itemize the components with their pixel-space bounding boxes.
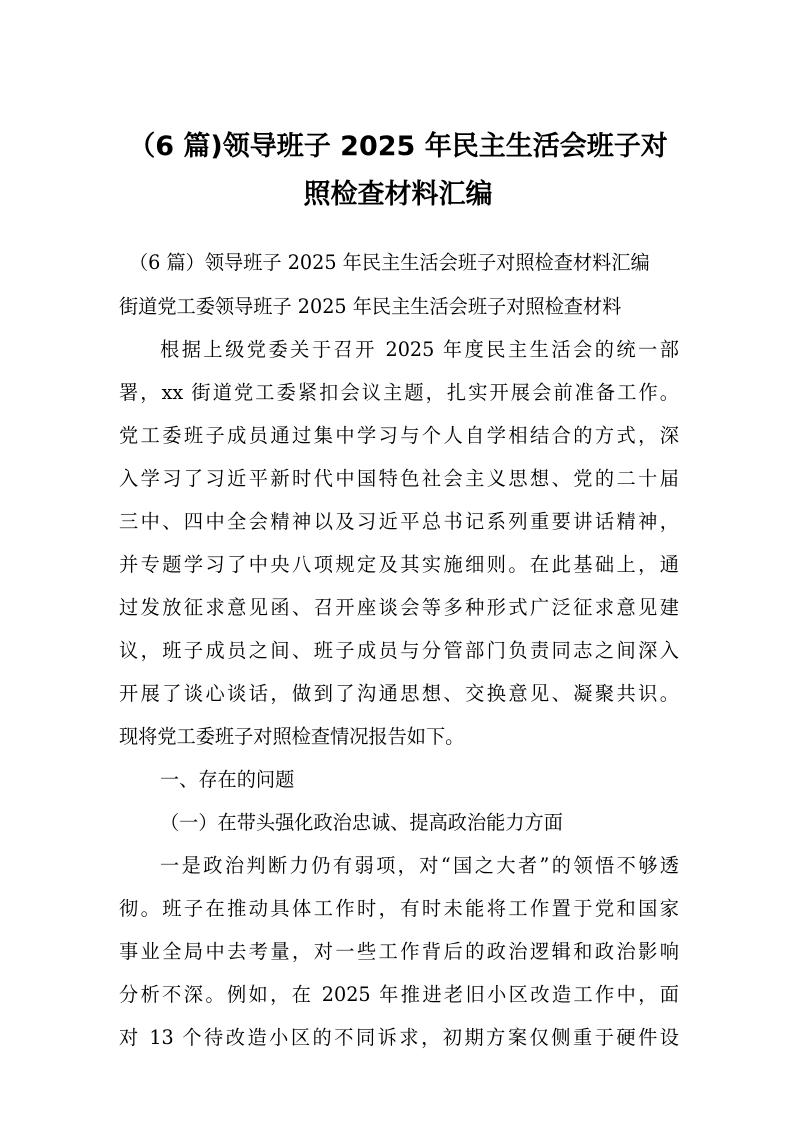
paragraph-line: 议，班子成员之间、班子成员与分管部门负责同志之间深入	[119, 639, 679, 662]
paragraph-line: 入学习了习近平新时代中国特色社会主义思想、党的二十届	[119, 467, 679, 490]
paragraph-line: 三中、四中全会精神以及习近平总书记系列重要讲话精神，	[119, 510, 679, 533]
paragraph-line: 署，xx 街道党工委紧扣会议主题，扎实开展会前准备工作。	[119, 381, 679, 404]
paragraph-line: 彻。班子在推动具体工作时，有时未能将工作置于党和国家	[119, 897, 679, 920]
paragraph-line: 分析不深。例如，在 2025 年推进老旧小区改造工作中，面	[119, 983, 679, 1006]
paragraph-line: 并专题学习了中央八项规定及其实施细则。在此基础上，通	[119, 553, 679, 576]
paragraph-line: 党工委班子成员通过集中学习与个人自学相结合的方式，深	[119, 424, 679, 447]
compilation-heading: （6 篇）领导班子 2025 年民主生活会班子对照检查材料汇编	[129, 251, 650, 274]
paragraph-line: 现将党工委班子对照检查情况报告如下。	[119, 725, 465, 748]
paragraph-line: 对 13 个待改造小区的不同诉求，初期方案仅侧重于硬件设	[119, 1026, 679, 1049]
problem-heading: 一、存在的问题	[160, 768, 295, 791]
subsection-heading: （一）在带头强化政治忠诚、提高政治能力方面	[160, 811, 563, 834]
title-line-2: 照检查材料汇编	[303, 179, 493, 210]
paragraph-line: 开展了谈心谈话，做到了沟通思想、交换意见、凝聚共识。	[119, 682, 679, 705]
title-line-1: （6 篇)领导班子 2025 年民主生活会班子对	[128, 131, 668, 162]
section-heading: 街道党工委领导班子 2025 年民主生活会班子对照检查材料	[119, 295, 622, 318]
paragraph-line: 根据上级党委关于召开 2025 年度民主生活会的统一部	[160, 338, 679, 361]
paragraph-line: 过发放征求意见函、召开座谈会等多种形式广泛征求意见建	[119, 596, 679, 619]
paragraph-line: 一是政治判断力仍有弱项，对“国之大者”的领悟不够透	[160, 854, 679, 877]
document-title	[118, 123, 678, 219]
paragraph-line: 事业全局中去考量，对一些工作背后的政治逻辑和政治影响	[119, 940, 679, 963]
